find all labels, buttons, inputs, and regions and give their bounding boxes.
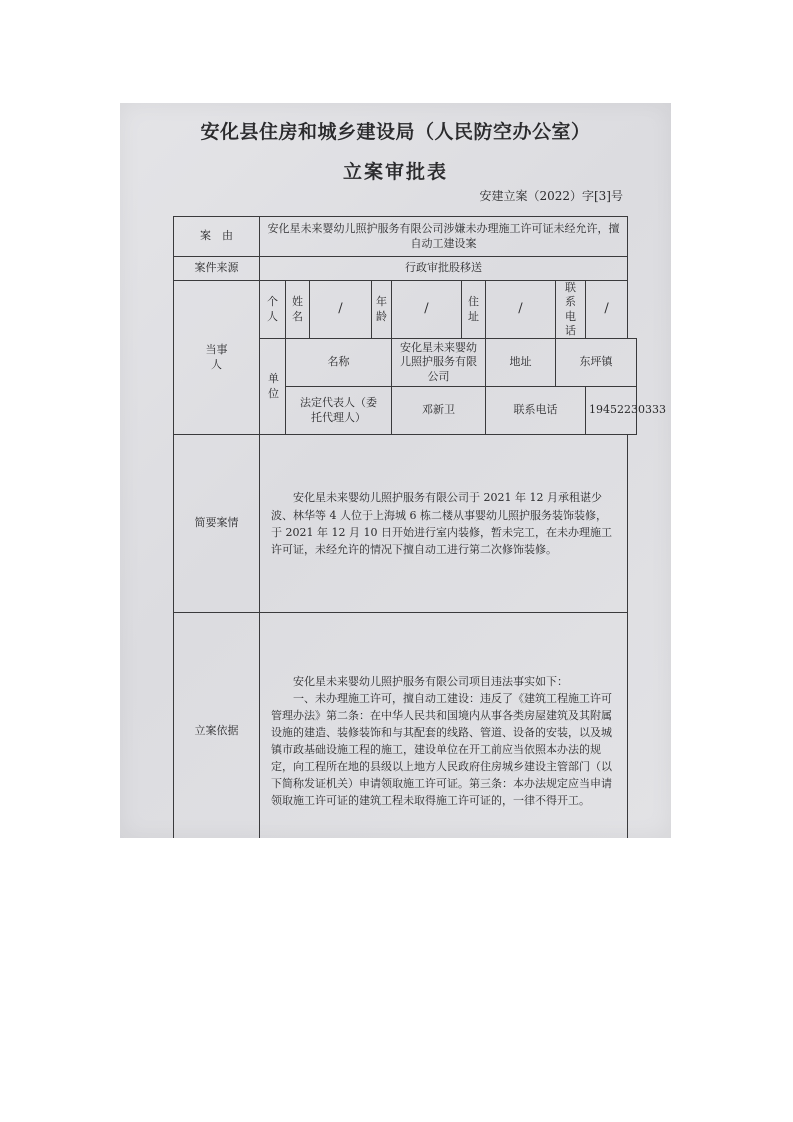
case-cause-label: 案 由 xyxy=(174,217,260,257)
document-subtitle: 立案审批表 xyxy=(342,161,448,183)
name-value: / xyxy=(310,281,372,339)
basis-paragraph-2: 一、未办理施工许可，擅自动工建设：违反了《建筑工程施工许可管理办法》第二条：在中华人民共和国境内从事各类房屋建筑及其附属设施的建造、装修装饰和与其配套的线路、管道、设备的安装，以及城镇市政基础设施工程的施工，建设单位在开工前应当依照本办法的规定，向工程所在地的县级以上地方人民政府住房城乡建设主管部门（以下简称发证机关）申请领取施工许可证。第三条：本办法规定应当申请领取施工许可证的建筑工程未取得施工许可证的，一律不得开工。 xyxy=(271,691,612,808)
individual-label: 个人 xyxy=(260,281,286,339)
document-title: 安化县住房和城乡建设局（人民防空办公室） xyxy=(200,121,591,143)
basis-paragraph-1: 安化星未来婴幼儿照护服务有限公司项目违法事实如下： xyxy=(293,674,568,688)
phone-label: 联系电话 xyxy=(556,281,586,339)
case-source-label: 案件来源 xyxy=(174,257,260,281)
legal-rep-value: 邓新卫 xyxy=(392,387,486,435)
case-cause-row xyxy=(174,217,637,257)
unit-phone-value: 19452230333 xyxy=(586,387,637,435)
document-photo xyxy=(120,103,671,838)
phone-value: / xyxy=(586,281,628,339)
case-cause-value: 安化星未来婴幼儿照护服务有限公司涉嫌未办理施工许可证未经允许，擅自动工建设案 xyxy=(260,217,628,257)
party-label: 当事人 xyxy=(174,281,260,435)
age-label: 年龄 xyxy=(372,281,392,339)
name-label: 姓名 xyxy=(286,281,310,339)
unit-name-label: 名称 xyxy=(286,339,392,387)
approval-form-table xyxy=(173,216,666,838)
brief-row xyxy=(174,435,637,613)
age-value: / xyxy=(392,281,462,339)
unit-address-value: 东坪镇 xyxy=(556,339,637,387)
brief-label: 简要案情 xyxy=(174,435,260,613)
unit-name-value: 安化星未来婴幼儿照护服务有限公司 xyxy=(392,339,486,387)
address-value: / xyxy=(486,281,556,339)
address-label: 住址 xyxy=(462,281,486,339)
basis-row xyxy=(174,613,637,838)
document-number: 安建立案（2022）字[3]号 xyxy=(479,189,623,203)
unit-label: 单位 xyxy=(260,339,286,435)
unit-address-label: 地址 xyxy=(486,339,556,387)
case-source-row xyxy=(174,257,637,281)
individual-row xyxy=(174,281,637,339)
case-source-value: 行政审批股移送 xyxy=(260,257,628,281)
basis-label: 立案依据 xyxy=(174,613,260,838)
unit-phone-label: 联系电话 xyxy=(486,387,586,435)
brief-text: 安化星未来婴幼儿照护服务有限公司于 2021 年 12 月承租谌少波、林华等 4 人位于上海城 6 栋二楼从事婴幼儿照护服务装饰装修，于 2021 年 12 月 10 日开始进行室内装修，暂未完工，在未办理施工许可证，未经允许的情况下擅自动工进行第二次修饰装修。 xyxy=(271,491,612,556)
legal-rep-label: 法定代表人（委托代理人） xyxy=(286,387,392,435)
